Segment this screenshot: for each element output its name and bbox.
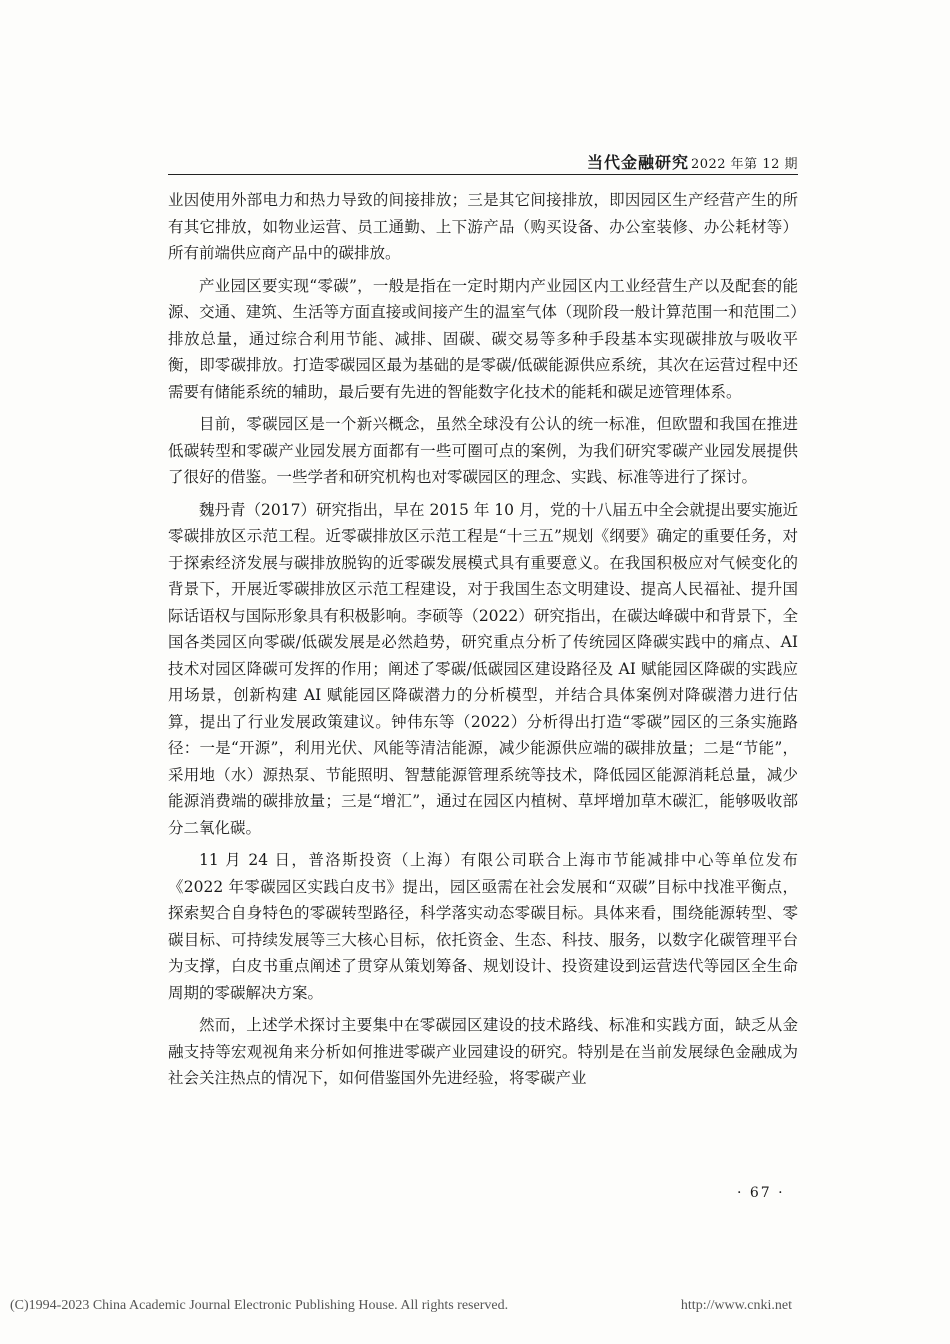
paragraph-zero-carbon-definition: 产业园区要实现“零碳”，一般是指在一定时期内产业园区内工业经营生产以及配套的能源、交通、建筑、生活等方面直接或间接产生的温室气体（现阶段一般计算范围一和范围二）排放总量，通过综合利用节能、减排、固碳、碳交易等多种手段基本实现碳排放与吸收平衡，即零碳排放。打造零碳园区最为基础的是零碳/低碳能源供应系统，其次在运营过程中还需要有储能系统的辅助，最后要有先进的智能数字化技术的能耗和碳足迹管理体系。: [168, 276, 798, 401]
footer: [10, 1298, 940, 1314]
article-body: [168, 187, 798, 1098]
paragraph-literature-review: 魏丹青（2017）研究指出，早在 2015 年 10 月，党的十八届五中全会就提出要实施近零碳排放区示范工程。近零碳排放区示范工程是“十三五”规划《纲要》确定的重要任务，对于探索经济发展与碳排放脱钩的近零碳发展模式具有重要意义。在我国积极应对气候变化的背景下，开展近零碳排放区示范工程建设，对于我国生态文明建设、提高人民福祉、提升国际话语权与国际形象具有积极影响。李硕等（2022）研究指出，在碳达峰碳中和背景下，全国各类园区向零碳/低碳发展是必然趋势，研究重点分析了传统园区降碳实践中的痛点、AI 技术对园区降碳可发挥的作用；阐述了零碳/低碳园区建设路径及 AI 赋能园区降碳的实践应用场景，创新构建 AI 赋能园区降碳潜力的分析模型，并结合具体案例对降碳潜力进行估算，提出了行业发展政策建议。钟伟东等（2022）分析得出打造“零碳”园区的三条实施路径：一是“开源”，利用光伏、风能等清洁能源，减少能源供应端的碳排放量；二是“节能”，采用地（水）源热泵、节能照明、智慧能源管理系统等技术，降低园区能源消耗总量，减少能源消费端的碳排放量；三是“增汇”，通过在园区内植树、草坪增加草木碳汇，能够吸收部分二氧化碳。: [168, 500, 798, 837]
page-number: · 67 ·: [737, 1185, 785, 1201]
running-header: [168, 150, 798, 175]
cnki-url[interactable]: http://www.cnki.net: [680, 1298, 792, 1313]
issue-number: 2022 年第 12 期: [690, 157, 798, 172]
paragraph-white-paper: 11 月 24 日，普洛斯投资（上海）有限公司联合上海市节能减排中心等单位发布《2022 年零碳园区实践白皮书》提出，园区亟需在社会发展和“双碳”目标中找准平衡点，探索契合自身特色的零碳转型路径，科学落实动态零碳目标。具体来看，围绕能源转型、零碳目标、可持续发展等三大核心目标，依托资金、生态、科技、服务，以数字化碳管理平台为支撑，白皮书重点阐述了贯穿从策划筹备、规划设计、投资建设到运营迭代等园区全生命周期的零碳解决方案。: [168, 851, 798, 1002]
journal-name: 当代金融研究: [586, 153, 689, 172]
paragraph-continued: 业因使用外部电力和热力导致的间接排放；三是其它间接排放，即因园区生产经营产生的所有其它排放，如物业运营、员工通勤、上下游产品（购买设备、办公室装修、办公耗材等）所有前端供应商产品中的碳排放。: [168, 191, 798, 262]
copyright-notice: (C)1994-2023 China Academic Journal Electronic Publishing House. All rights reserved.: [10, 1298, 509, 1313]
paragraph-current-status: 目前，零碳园区是一个新兴概念，虽然全球没有公认的统一标准，但欧盟和我国在推进低碳转型和零碳产业园发展方面都有一些可圈可点的案例，为我们研究零碳产业园发展提供了很好的借鉴。一些学者和研究机构也对零碳园区的理念、实践、标准等进行了探讨。: [168, 415, 798, 486]
paragraph-research-gap: 然而，上述学术探讨主要集中在零碳园区建设的技术路线、标准和实践方面，缺乏从金融支持等宏观视角来分析如何推进零碳产业园建设的研究。特别是在当前发展绿色金融成为社会关注热点的情况下，如何借鉴国外先进经验，将零碳产业: [168, 1016, 798, 1087]
